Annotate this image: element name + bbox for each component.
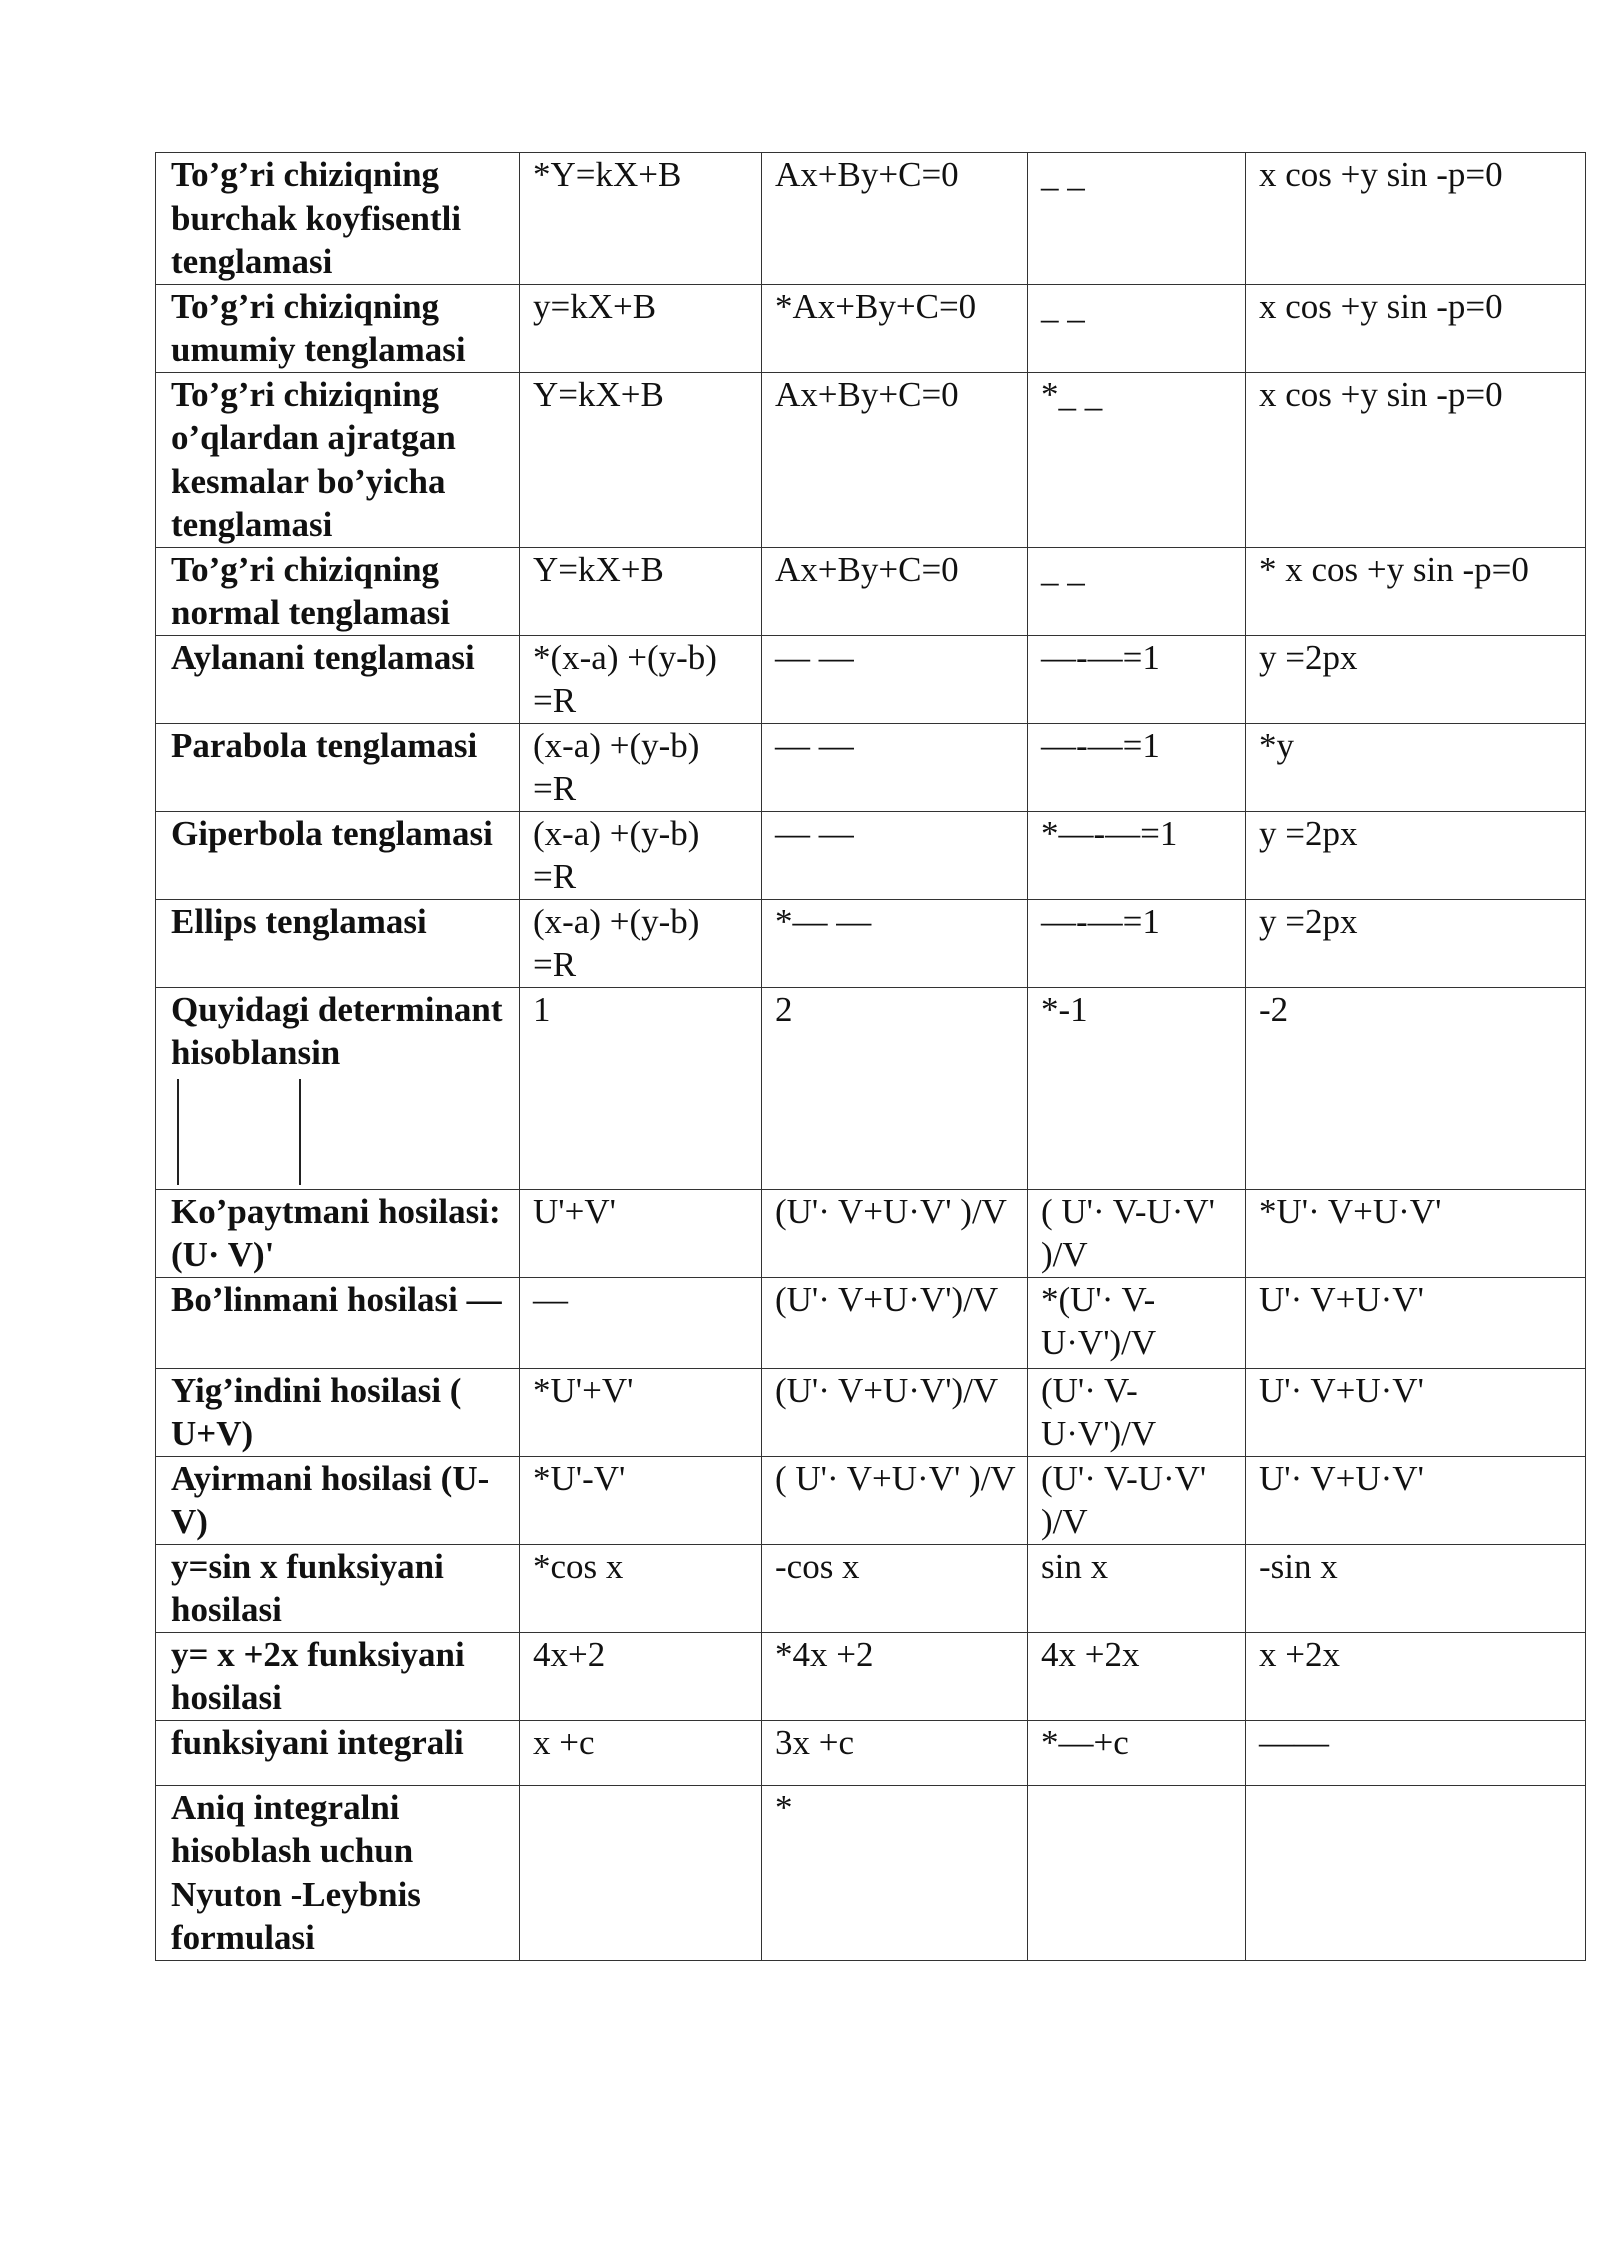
question-cell: [156, 1632, 520, 1720]
answer-option-cell: [1246, 723, 1586, 811]
answer-option-cell: [520, 1785, 762, 1960]
question-cell: [156, 1720, 520, 1785]
answer-option-text: -cos x: [775, 1546, 860, 1586]
answer-option-text: *Ax+By+C=0: [775, 286, 977, 326]
answer-option-cell: [762, 1189, 1028, 1277]
table-row: [156, 899, 1586, 987]
question-cell: [156, 811, 520, 899]
answer-option-cell: [1246, 1720, 1586, 1785]
answer-option-cell: [520, 1189, 762, 1277]
answer-option-text: *Y=kX+B: [533, 155, 682, 194]
question-cell: [156, 723, 520, 811]
answer-option-text: * x cos +y sin -p=0: [1259, 549, 1529, 589]
question-cell: [156, 635, 520, 723]
answer-option-cell: [762, 547, 1028, 635]
answer-option-cell: [1028, 1785, 1246, 1960]
question-cell: [156, 1277, 520, 1368]
answer-option-cell: [1028, 1456, 1246, 1544]
answer-option-text: sin x: [1041, 1546, 1109, 1586]
question-cell: [156, 1544, 520, 1632]
answer-option-text: Y=kX+B: [533, 549, 664, 589]
answer-option-cell: [1028, 635, 1246, 723]
question-cell: [156, 284, 520, 372]
answer-option-text: 4x+2: [533, 1634, 606, 1674]
answer-option-text: -sin x: [1259, 1546, 1338, 1586]
table-row: [156, 372, 1586, 547]
answer-option-cell: [1246, 1277, 1586, 1368]
table-row: [156, 1456, 1586, 1544]
answer-option-cell: [762, 723, 1028, 811]
answer-option-text: *_ _: [1041, 374, 1103, 414]
answer-option-text: 4x +2x: [1041, 1634, 1140, 1674]
answer-option-text: (U'· V-U·V')/V: [1041, 1370, 1157, 1453]
answer-option-cell: [520, 284, 762, 372]
question-cell: [156, 1189, 520, 1277]
answer-option-cell: [1028, 987, 1246, 1189]
answer-option-text: U'· V+U·V': [1259, 1370, 1424, 1410]
question-cell: [156, 372, 520, 547]
answer-option-text: x +2x: [1259, 1634, 1340, 1674]
answer-option-text: 3x +c: [775, 1722, 855, 1762]
answer-option-text: U'· V+U·V': [1259, 1458, 1424, 1498]
answer-option-text: *cos x: [533, 1546, 624, 1586]
answer-option-cell: [1246, 547, 1586, 635]
answer-option-text: Ax+By+C=0: [775, 374, 959, 414]
answer-option-cell: [762, 153, 1028, 285]
answer-option-cell: [520, 1720, 762, 1785]
answer-option-text: —: [533, 1279, 568, 1319]
answer-option-cell: [1028, 723, 1246, 811]
answer-option-cell: [762, 1277, 1028, 1368]
answer-option-cell: [1028, 1189, 1246, 1277]
answer-option-cell: [1028, 284, 1246, 372]
answer-option-text: *U'+V': [533, 1370, 634, 1410]
question-text: Quyidagi determinant hisoblansin: [171, 989, 503, 1072]
answer-option-text: *U'· V+U·V': [1259, 1191, 1442, 1231]
answer-option-text: (U'· V+U·V')/V: [775, 1370, 999, 1410]
answer-option-cell: [1246, 1189, 1586, 1277]
answer-option-cell: [1028, 899, 1246, 987]
question-text: Aniq integralni hisoblash uchun Nyuton -Leybnis formulasi: [171, 1787, 421, 1957]
answer-option-text: U'+V': [533, 1191, 616, 1231]
answer-option-cell: [520, 372, 762, 547]
answer-option-text: *-1: [1041, 989, 1088, 1029]
answer-option-cell: [762, 284, 1028, 372]
answer-option-text: Ax+By+C=0: [775, 155, 959, 194]
answer-option-text: y =2px: [1259, 901, 1358, 941]
question-text: Ellips tenglamasi: [171, 901, 427, 941]
table-row: [156, 811, 1586, 899]
answer-option-cell: [1246, 635, 1586, 723]
answer-option-cell: [1028, 1368, 1246, 1456]
table-row: [156, 1632, 1586, 1720]
answer-option-cell: [1028, 1544, 1246, 1632]
answer-option-text: y =2px: [1259, 637, 1358, 677]
answer-option-text: *U'-V': [533, 1458, 626, 1498]
question-text: Bo’linmani hosilasi —: [171, 1279, 502, 1319]
question-text: funksiyani integrali: [171, 1722, 464, 1762]
answer-option-text: — —: [775, 813, 854, 853]
table-row: [156, 1277, 1586, 1368]
determinant-bars-icon: [171, 1079, 509, 1189]
answer-option-text: x cos +y sin -p=0: [1259, 155, 1503, 194]
answer-option-cell: [520, 811, 762, 899]
answer-option-cell: [520, 723, 762, 811]
answer-option-text: _ _: [1041, 155, 1085, 194]
answer-option-cell: [520, 153, 762, 285]
answer-option-cell: [762, 1544, 1028, 1632]
answer-option-text: (x-a) +(y-b) =R: [533, 901, 700, 984]
answer-option-cell: [762, 1368, 1028, 1456]
answer-option-cell: [1028, 372, 1246, 547]
answer-option-text: ——: [1259, 1722, 1329, 1762]
question-cell: [156, 547, 520, 635]
table-row: [156, 723, 1586, 811]
question-text: To’g’ri chiziqning umumiy tenglamasi: [171, 286, 466, 369]
question-cell: [156, 987, 520, 1189]
answer-option-text: 1: [533, 989, 551, 1029]
answer-option-cell: [762, 811, 1028, 899]
answer-option-cell: [762, 1456, 1028, 1544]
answer-option-text: -2: [1259, 989, 1289, 1029]
question-text: To’g’ri chiziqning normal tenglamasi: [171, 549, 451, 632]
answer-option-cell: [1246, 811, 1586, 899]
answer-option-cell: [1028, 1720, 1246, 1785]
answer-option-cell: [762, 899, 1028, 987]
answer-option-cell: [1246, 1456, 1586, 1544]
answer-option-text: U'· V+U·V': [1259, 1279, 1424, 1319]
answer-option-text: *4x +2: [775, 1634, 874, 1674]
answer-option-text: (x-a) +(y-b) =R: [533, 725, 700, 808]
answer-option-text: (x-a) +(y-b) =R: [533, 813, 700, 896]
answer-option-text: (U'· V-U·V' )/V: [1041, 1458, 1207, 1541]
answer-option-cell: [1246, 372, 1586, 547]
answer-option-text: *: [775, 1787, 793, 1827]
answer-option-text: Y=kX+B: [533, 374, 664, 414]
answer-option-text: (U'· V+U·V')/V: [775, 1279, 999, 1319]
answer-option-text: y =2px: [1259, 813, 1358, 853]
answer-option-text: (U'· V+U·V' )/V: [775, 1191, 1007, 1231]
answer-option-cell: [762, 987, 1028, 1189]
question-text: Aylanani tenglamasi: [171, 637, 475, 677]
answer-option-cell: [520, 1277, 762, 1368]
table-row: [156, 284, 1586, 372]
question-text: Ko’paytmani hosilasi: (U· V)': [171, 1191, 501, 1274]
answer-option-text: —-—=1: [1041, 901, 1160, 941]
question-cell: [156, 1785, 520, 1960]
answer-option-text: *y: [1259, 725, 1294, 765]
answer-option-cell: [1246, 899, 1586, 987]
answer-option-text: *—-—=1: [1041, 813, 1178, 853]
answer-option-cell: [762, 372, 1028, 547]
answer-option-text: 2: [775, 989, 793, 1029]
answer-option-cell: [1028, 547, 1246, 635]
answer-table: [155, 152, 1586, 1961]
answer-option-text: *(U'· V-U·V')/V: [1041, 1279, 1157, 1362]
answer-option-text: —-—=1: [1041, 725, 1160, 765]
question-cell: [156, 153, 520, 285]
question-cell: [156, 1456, 520, 1544]
answer-option-cell: [762, 1720, 1028, 1785]
question-text: To’g’ri chiziqning burchak koyfisentli tenglamasi: [171, 155, 462, 281]
question-text: Parabola tenglamasi: [171, 725, 478, 765]
answer-option-text: _ _: [1041, 286, 1085, 326]
answer-option-cell: [520, 547, 762, 635]
answer-option-text: Ax+By+C=0: [775, 549, 959, 589]
answer-option-cell: [1028, 811, 1246, 899]
answer-option-cell: [1246, 284, 1586, 372]
answer-option-text: — —: [775, 725, 854, 765]
question-text: y= x +2x funksiyani hosilasi: [171, 1634, 465, 1717]
answer-option-cell: [520, 635, 762, 723]
table-row: [156, 1720, 1586, 1785]
answer-option-cell: [1246, 1544, 1586, 1632]
answer-option-cell: [520, 987, 762, 1189]
answer-option-text: _ _: [1041, 549, 1085, 589]
answer-option-cell: [520, 1368, 762, 1456]
table-row: [156, 1785, 1586, 1960]
table-row: [156, 153, 1586, 285]
question-text: Ayirmani hosilasi (U-V): [171, 1458, 490, 1541]
question-text: y=sin x funksiyani hosilasi: [171, 1546, 444, 1629]
question-cell: [156, 899, 520, 987]
answer-option-text: ( U'· V-U·V' )/V: [1041, 1191, 1215, 1274]
answer-option-cell: [762, 635, 1028, 723]
answer-option-text: *— —: [775, 901, 872, 941]
question-text: To’g’ri chiziqning o’qlardan ajratgan kesmalar bo’yicha tenglamasi: [171, 374, 456, 544]
answer-option-cell: [520, 1456, 762, 1544]
table-row: [156, 1544, 1586, 1632]
answer-option-text: *—+c: [1041, 1722, 1129, 1762]
answer-option-text: y=kX+B: [533, 286, 657, 326]
answer-option-text: *(x-a) +(y-b) =R: [533, 637, 717, 720]
answer-option-text: — —: [775, 637, 854, 677]
question-text: Giperbola tenglamasi: [171, 813, 493, 853]
table-row: [156, 987, 1586, 1189]
answer-option-text: —-—=1: [1041, 637, 1160, 677]
answer-option-cell: [1246, 1368, 1586, 1456]
table-row: [156, 635, 1586, 723]
answer-option-cell: [520, 1632, 762, 1720]
answer-option-text: x cos +y sin -p=0: [1259, 286, 1503, 326]
answer-option-text: x +c: [533, 1722, 595, 1762]
answer-option-text: x cos +y sin -p=0: [1259, 374, 1503, 414]
answer-option-cell: [1246, 987, 1586, 1189]
answer-option-cell: [520, 1544, 762, 1632]
question-cell: [156, 1368, 520, 1456]
table-row: [156, 1368, 1586, 1456]
answer-option-cell: [1246, 1632, 1586, 1720]
answer-option-cell: [1028, 153, 1246, 285]
answer-option-text: ( U'· V+U·V' )/V: [775, 1458, 1016, 1498]
answer-option-cell: [1246, 1785, 1586, 1960]
table-row: [156, 547, 1586, 635]
answer-table-body: [156, 153, 1586, 1961]
answer-option-cell: [762, 1785, 1028, 1960]
answer-option-cell: [1028, 1632, 1246, 1720]
question-text: Yig’indini hosilasi ( U+V): [171, 1370, 462, 1453]
answer-option-cell: [1246, 153, 1586, 285]
table-row: [156, 1189, 1586, 1277]
answer-option-cell: [520, 899, 762, 987]
answer-option-cell: [1028, 1277, 1246, 1368]
answer-option-cell: [762, 1632, 1028, 1720]
